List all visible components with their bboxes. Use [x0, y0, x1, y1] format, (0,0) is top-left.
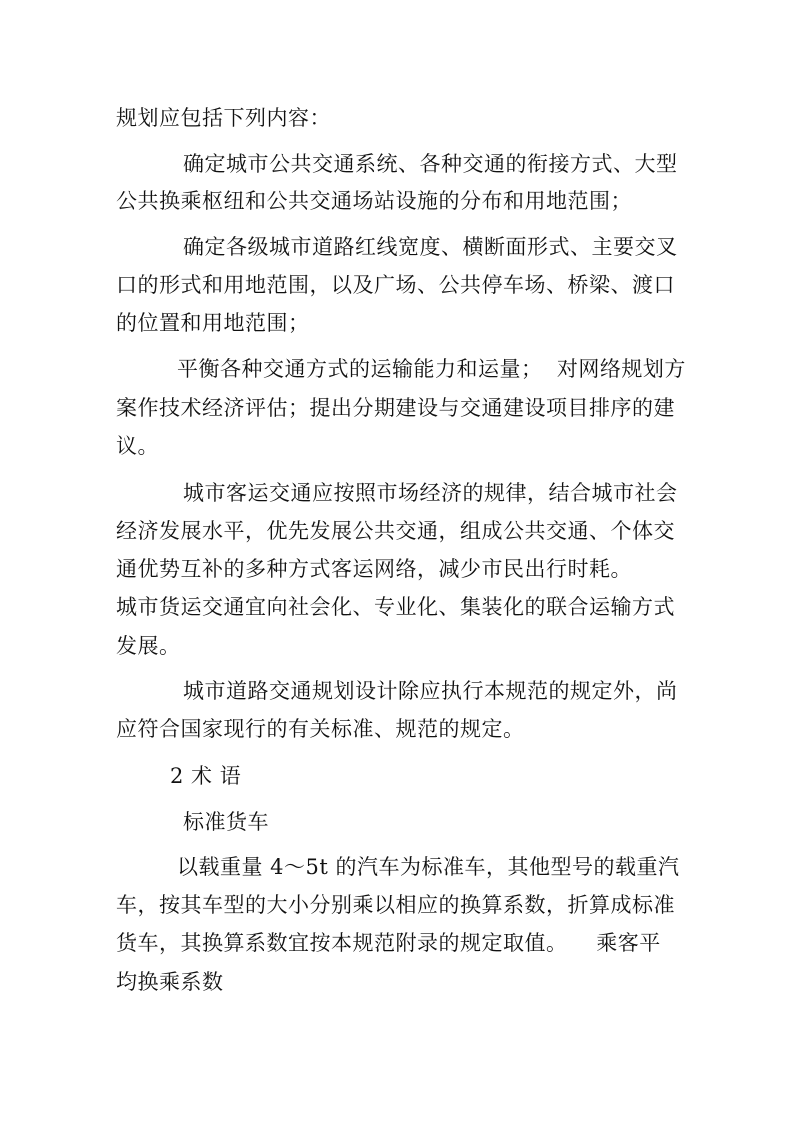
text-line: 车，按其车型的大小分别乘以相应的换算系数，折算成标准: [116, 893, 675, 917]
text-line: 城市客运交通应按照市场经济的规律，结合城市社会: [183, 481, 678, 505]
text-line: 通优势互补的多种方式客运网络，减少市民出行时耗。: [116, 557, 632, 581]
text-line: 发展。: [116, 634, 181, 658]
text-line: 均换乘系数: [116, 970, 224, 994]
section-heading: 2 术 语: [170, 764, 242, 788]
text-line: 确定城市公共交通系统、各种交通的衔接方式、大型: [183, 152, 678, 176]
text-line: 规划应包括下列内容：: [116, 106, 331, 130]
text-line: 平衡各种交通方式的运输能力和运量； 对网络规划方: [177, 357, 686, 381]
term-heading: 标准货车: [183, 810, 269, 834]
text-line: 经济发展水平，优先发展公共交通，组成公共交通、个体交: [116, 519, 675, 543]
text-line: 城市货运交通宜向社会化、专业化、集装化的联合运输方式: [116, 595, 675, 619]
text-line: 以载重量 4～5t 的汽车为标准车，其他型号的载重汽: [177, 855, 680, 879]
text-line: 应符合国家现行的有关标准、规范的规定。: [116, 717, 525, 741]
text-line: 确定各级城市道路红线宽度、横断面形式、主要交叉: [183, 235, 678, 259]
text-line: 口的形式和用地范围，以及广场、公共停车场、桥梁、渡口: [116, 273, 675, 297]
text-line: 货车，其换算系数宜按本规范附录的规定取值。 乘客平: [116, 931, 661, 955]
text-line: 的位置和用地范围；: [116, 311, 310, 335]
text-line: 公共换乘枢纽和公共交通场站设施的分布和用地范围；: [116, 189, 632, 213]
text-line: 议。: [116, 434, 159, 458]
text-line: 城市道路交通规划设计除应执行本规范的规定外，尚: [183, 679, 678, 703]
text-line: 案作技术经济评估；提出分期建设与交通建设项目排序的建: [116, 396, 675, 420]
